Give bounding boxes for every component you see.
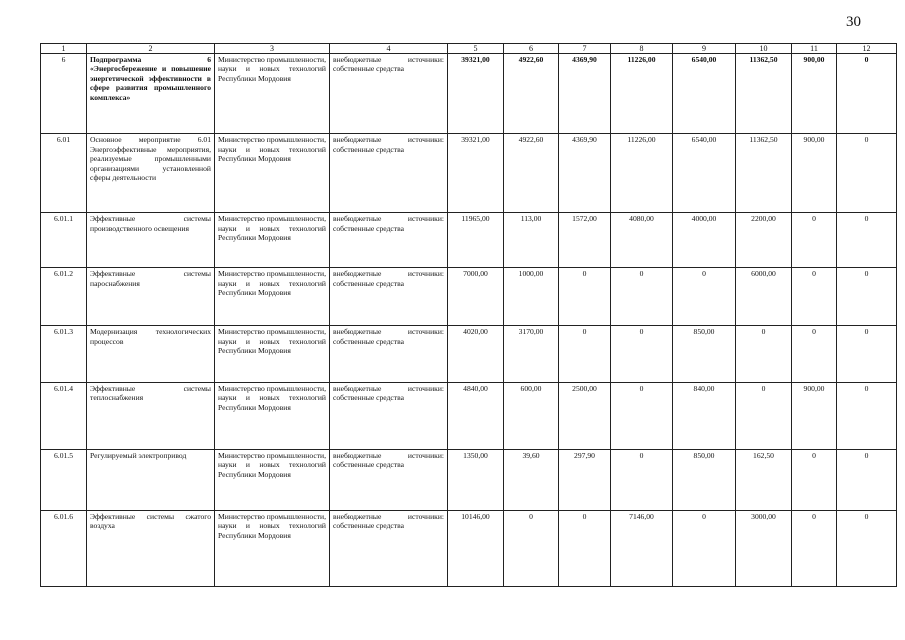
cell-value: 4020,00: [448, 326, 504, 382]
cell-value: 0: [559, 268, 611, 326]
cell-value: 39321,00: [448, 54, 504, 134]
table-row: [41, 326, 897, 382]
cell-value: 4922,60: [504, 134, 559, 213]
cell-value: 2500,00: [559, 382, 611, 449]
cell-value: 11362,50: [736, 134, 792, 213]
row-name: Эффективные системы сжатого воздуха: [87, 510, 215, 586]
column-header: 10: [736, 44, 792, 54]
cell-value: 0: [792, 326, 837, 382]
row-executor: Министерство промышленности, науки и новых технологий Республики Мордовия: [215, 213, 330, 268]
cell-value: 4369,90: [559, 134, 611, 213]
column-header: 4: [330, 44, 448, 54]
cell-value: 11362,50: [736, 54, 792, 134]
cell-value: 0: [792, 510, 837, 586]
row-executor: Министерство промышленности, науки и новых технологий Республики Мордовия: [215, 510, 330, 586]
row-funding-source: внебюджетные источники: собственные средства: [330, 54, 448, 134]
cell-value: 11226,00: [611, 54, 673, 134]
cell-value: 10146,00: [448, 510, 504, 586]
cell-value: 7146,00: [611, 510, 673, 586]
column-header: 2: [87, 44, 215, 54]
table-row: [41, 268, 897, 326]
cell-value: 0: [837, 213, 897, 268]
row-funding-source: внебюджетные источники: собственные средства: [330, 268, 448, 326]
cell-value: 0: [611, 449, 673, 510]
cell-value: 0: [837, 54, 897, 134]
cell-value: 162,50: [736, 449, 792, 510]
row-name: Подпрограмма 6 «Энергосбережение и повышение энергетической эффективности в сфере развития промышленного комплекса»: [87, 54, 215, 134]
cell-value: 11226,00: [611, 134, 673, 213]
cell-value: 6000,00: [736, 268, 792, 326]
cell-value: 0: [611, 268, 673, 326]
column-header: 6: [504, 44, 559, 54]
cell-value: 3000,00: [736, 510, 792, 586]
row-code: 6.01.3: [41, 326, 87, 382]
table-row: [41, 213, 897, 268]
cell-value: 4369,90: [559, 54, 611, 134]
table-row: [41, 510, 897, 586]
table-row: [41, 54, 897, 134]
table-row: [41, 382, 897, 449]
row-code: 6.01.5: [41, 449, 87, 510]
cell-value: 6540,00: [673, 134, 736, 213]
row-name: Регулируемый электропривод: [87, 449, 215, 510]
table-row: [41, 134, 897, 213]
cell-value: 600,00: [504, 382, 559, 449]
cell-value: 11965,00: [448, 213, 504, 268]
row-code: 6.01.6: [41, 510, 87, 586]
cell-value: 7000,00: [448, 268, 504, 326]
column-number-row: [41, 44, 897, 54]
cell-value: 1000,00: [504, 268, 559, 326]
row-name: Эффективные системы производственного освещения: [87, 213, 215, 268]
cell-value: 0: [837, 510, 897, 586]
row-code: 6.01.1: [41, 213, 87, 268]
cell-value: 0: [559, 326, 611, 382]
page-number: 30: [846, 14, 861, 30]
cell-value: 4000,00: [673, 213, 736, 268]
cell-value: 0: [736, 326, 792, 382]
cell-value: 297,90: [559, 449, 611, 510]
cell-value: 113,00: [504, 213, 559, 268]
column-header: 9: [673, 44, 736, 54]
row-name: Модернизация технологических процессов: [87, 326, 215, 382]
row-funding-source: внебюджетные источники: собственные средства: [330, 449, 448, 510]
cell-value: 1350,00: [448, 449, 504, 510]
cell-value: 900,00: [792, 54, 837, 134]
cell-value: 0: [837, 268, 897, 326]
row-executor: Министерство промышленности, науки и новых технологий Республики Мордовия: [215, 268, 330, 326]
cell-value: 39321,00: [448, 134, 504, 213]
cell-value: 0: [837, 382, 897, 449]
column-header: 1: [41, 44, 87, 54]
column-header: 12: [837, 44, 897, 54]
cell-value: 840,00: [673, 382, 736, 449]
row-code: 6: [41, 54, 87, 134]
cell-value: 4840,00: [448, 382, 504, 449]
cell-value: 3170,00: [504, 326, 559, 382]
column-header: 5: [448, 44, 504, 54]
cell-value: 0: [837, 326, 897, 382]
cell-value: 0: [792, 213, 837, 268]
cell-value: 850,00: [673, 449, 736, 510]
cell-value: 0: [792, 449, 837, 510]
column-header: 11: [792, 44, 837, 54]
cell-value: 6540,00: [673, 54, 736, 134]
cell-value: 900,00: [792, 382, 837, 449]
column-header: 3: [215, 44, 330, 54]
cell-value: 850,00: [673, 326, 736, 382]
cell-value: 2200,00: [736, 213, 792, 268]
table-row: [41, 449, 897, 510]
cell-value: 0: [837, 134, 897, 213]
cell-value: 0: [736, 382, 792, 449]
row-code: 6.01.2: [41, 268, 87, 326]
row-funding-source: внебюджетные источники: собственные средства: [330, 326, 448, 382]
row-executor: Министерство промышленности, науки и новых технологий Республики Мордовия: [215, 449, 330, 510]
cell-value: 0: [611, 382, 673, 449]
cell-value: 0: [792, 268, 837, 326]
cell-value: 4080,00: [611, 213, 673, 268]
row-funding-source: внебюджетные источники: собственные средства: [330, 510, 448, 586]
row-funding-source: внебюджетные источники: собственные средства: [330, 382, 448, 449]
cell-value: 0: [504, 510, 559, 586]
cell-value: 0: [673, 510, 736, 586]
cell-value: 0: [611, 326, 673, 382]
row-name: Основное мероприятие 6.01 Энергоэффективные мероприятия, реализуемые промышленными организациями установленной сферы деятельности: [87, 134, 215, 213]
cell-value: 1572,00: [559, 213, 611, 268]
program-budget-table: [40, 43, 897, 587]
row-executor: Министерство промышленности, науки и новых технологий Республики Мордовия: [215, 54, 330, 134]
cell-value: 0: [673, 268, 736, 326]
cell-value: 4922,60: [504, 54, 559, 134]
row-name: Эффективные системы пароснабжения: [87, 268, 215, 326]
row-executor: Министерство промышленности, науки и новых технологий Республики Мордовия: [215, 134, 330, 213]
row-executor: Министерство промышленности, науки и новых технологий Республики Мордовия: [215, 326, 330, 382]
cell-value: 900,00: [792, 134, 837, 213]
cell-value: 0: [837, 449, 897, 510]
row-code: 6.01: [41, 134, 87, 213]
cell-value: 39,60: [504, 449, 559, 510]
column-header: 8: [611, 44, 673, 54]
row-executor: Министерство промышленности, науки и новых технологий Республики Мордовия: [215, 382, 330, 449]
cell-value: 0: [559, 510, 611, 586]
column-header: 7: [559, 44, 611, 54]
row-funding-source: внебюджетные источники: собственные средства: [330, 213, 448, 268]
row-name: Эффективные системы теплоснабжения: [87, 382, 215, 449]
row-funding-source: внебюджетные источники: собственные средства: [330, 134, 448, 213]
row-code: 6.01.4: [41, 382, 87, 449]
